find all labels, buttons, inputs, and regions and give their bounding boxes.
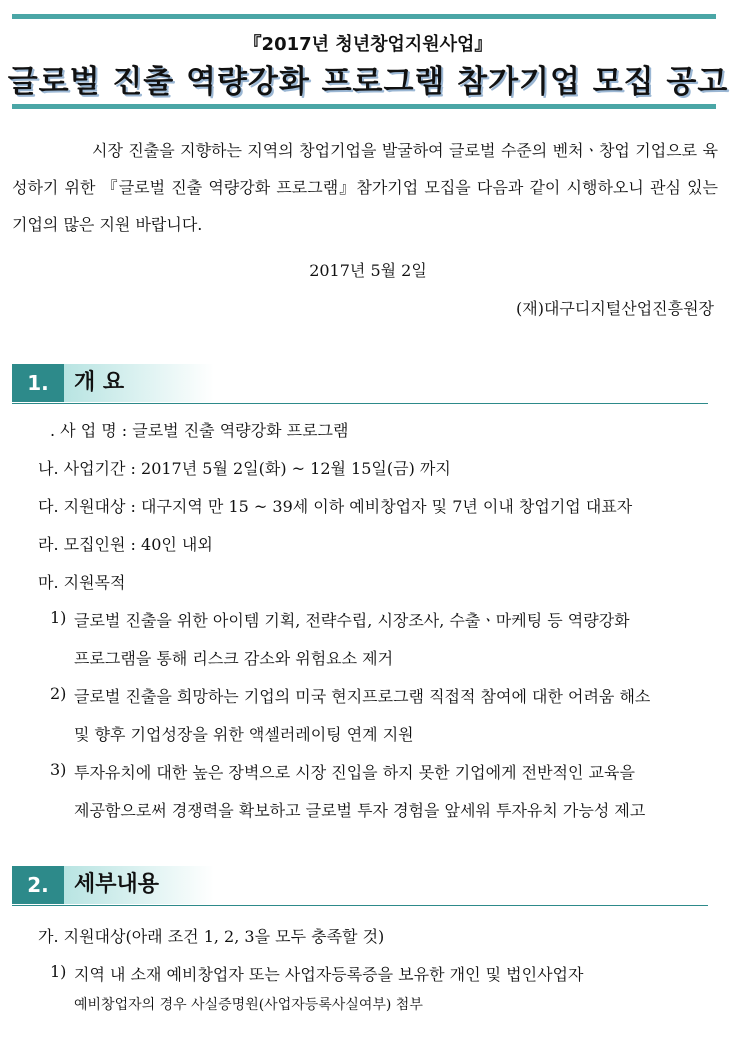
- section-1-number: 1.: [12, 364, 64, 402]
- goal-2-line1: 글로벌 진출을 희망하는 기업의 미국 현지프로그램 직접적 참여에 대한 어려움 해소: [74, 687, 651, 706]
- condition-1-text: 지역 내 소재 예비창업자 또는 사업자등록증을 보유한 개인 및 법인사업자: [74, 965, 584, 984]
- goal-3-line2: 제공함으로써 경쟁력을 확보하고 글로벌 투자 경험을 앞세워 투자유치 가능성 제고: [74, 801, 646, 820]
- condition-1-note: 예비창업자의 경우 사실증명원(사업자등록사실여부) 첨부: [74, 997, 423, 1013]
- goal-1-line1: 글로벌 진출을 위한 아이템 기획, 전략수립, 시장조사, 수출ㆍ마케팅 등 역량강화: [74, 611, 630, 630]
- item-eligibility: 다. 지원대상 : 대구지역 만 15 ~ 39세 이하 예비창업자 및 7년 이내 창업기업 대표자: [38, 497, 633, 516]
- goal-3-label: 3): [50, 760, 67, 779]
- goal-1-line2: 프로그램을 통해 리스크 감소와 위험요소 제거: [74, 649, 394, 668]
- goal-1-label: 1): [50, 608, 67, 627]
- top-rule: [12, 14, 716, 19]
- section-2-number: 2.: [12, 866, 64, 904]
- intro-paragraph: [12, 132, 718, 243]
- goal-2-line2: 및 향후 기업성장을 위한 액셀러레이팅 연계 지원: [74, 725, 414, 744]
- title-rule: [12, 104, 716, 109]
- section-1-title: 개 요: [74, 370, 125, 395]
- item-purpose: 마. 지원목적: [38, 573, 126, 592]
- program-subtitle: 『2017년 청년창업지원사업』: [243, 34, 493, 55]
- notice-title: 글로벌 진출 역량강화 프로그램 참가기업 모집 공고: [7, 64, 729, 100]
- notice-date: 2017년 5월 2일: [309, 261, 427, 280]
- section-1-header: [12, 364, 708, 404]
- item-project-name: . 사 업 명 : 글로벌 진출 역량강화 프로그램: [50, 421, 349, 440]
- section-2-title: 세부내용: [74, 872, 160, 897]
- issuing-organization: (재)대구디지털산업진흥원장: [516, 299, 714, 318]
- item-recruit-count: 라. 모집인원 : 40인 내외: [38, 535, 213, 554]
- goal-2-label: 2): [50, 684, 67, 703]
- item-project-period: 나. 사업기간 : 2017년 5월 2일(화) ~ 12월 15일(금) 까지: [38, 459, 451, 478]
- intro-text: 시장 진출을 지향하는 지역의 창업기업을 발굴하여 글로벌 수준의 벤처ㆍ창업 기업으로 육성하기 위한 『글로벌 진출 역량강화 프로그램』참가기업 모집을 다음과 같이 시행하오니 관심 있는 기업의 많은 지원 바랍니다.: [12, 141, 718, 234]
- item-support-target: 가. 지원대상(아래 조건 1, 2, 3을 모두 충족할 것): [38, 927, 385, 946]
- section-2-header: [12, 866, 708, 906]
- condition-1-label: 1): [50, 962, 67, 981]
- goal-3-line1: 투자유치에 대한 높은 장벽으로 시장 진입을 하지 못한 기업에게 전반적인 교육을: [74, 763, 635, 782]
